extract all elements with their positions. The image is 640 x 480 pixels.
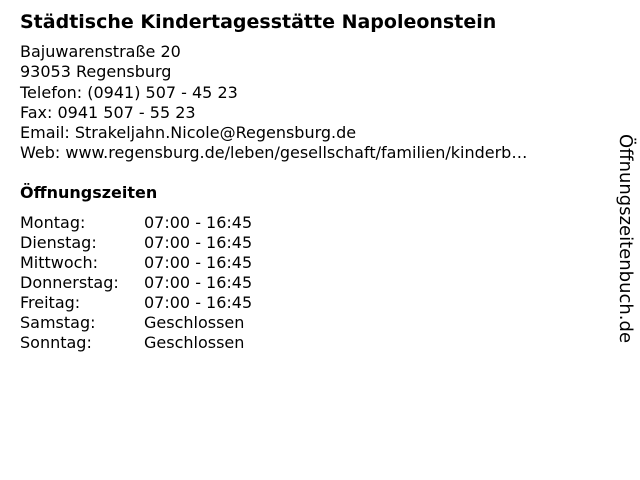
phone-number: Telefon: (0941) 507 - 45 23 (20, 82, 238, 102)
email-address: Email: Strakeljahn.Nicole@Regensburg.de (20, 123, 357, 143)
hours-row-monday (20, 213, 252, 233)
hours-row-sunday (20, 333, 252, 353)
day-hours: 07:00 - 16:45 (144, 213, 253, 232)
hours-row-tuesday (20, 233, 252, 253)
day-label: Montag: (20, 213, 86, 232)
contact-block (20, 42, 580, 164)
day-hours: 07:00 - 16:45 (144, 233, 253, 252)
day-hours: Geschlossen (144, 313, 245, 332)
hours-row-friday (20, 293, 252, 313)
day-label: Sonntag: (20, 333, 92, 352)
day-hours: 07:00 - 16:45 (144, 273, 253, 292)
day-label: Samstag: (20, 313, 96, 332)
website-url: Web: www.regensburg.de/leben/gesellschaft/familien/kinderb… (20, 143, 528, 163)
address-street: Bajuwarenstraße 20 (20, 42, 181, 61)
opening-hours-heading: Öffnungszeiten (20, 183, 158, 202)
page-title: Städtische Kindertagesstätte Napoleonstein (20, 11, 497, 33)
day-label: Mittwoch: (20, 253, 98, 272)
hours-row-wednesday (20, 253, 252, 273)
address-city: 93053 Regensburg (20, 62, 172, 82)
day-hours: Geschlossen (144, 333, 245, 352)
fax-number: Fax: 0941 507 - 55 23 (20, 102, 196, 122)
day-hours: 07:00 - 16:45 (144, 293, 253, 312)
hours-row-saturday (20, 313, 252, 333)
day-label: Dienstag: (20, 233, 97, 252)
day-hours: 07:00 - 16:45 (144, 253, 253, 272)
brand-watermark: Öffnungszeitenbuch.de (615, 134, 636, 344)
hours-row-thursday (20, 273, 252, 293)
day-label: Freitag: (20, 293, 81, 312)
opening-hours-table (20, 213, 252, 353)
day-label: Donnerstag: (20, 273, 119, 292)
